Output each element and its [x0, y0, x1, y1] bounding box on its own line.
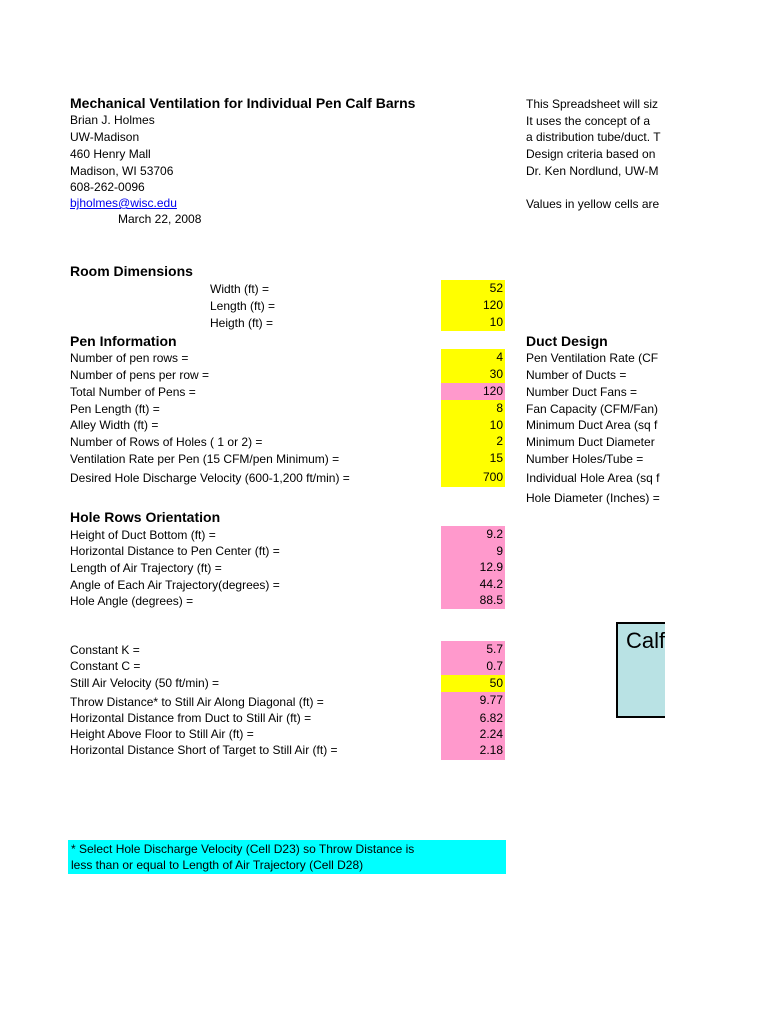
pen-label: Alley Width (ft) =: [70, 418, 159, 432]
hole-label: Length of Air Trajectory (ft) =: [70, 561, 222, 575]
constant-value-cell[interactable]: 5.7: [441, 641, 505, 658]
calf-diagram-box: [616, 622, 665, 718]
note-line-2: less than or equal to Length of Air Trajectory (Cell D28): [71, 858, 364, 872]
duct-design-heading: Duct Design: [526, 333, 608, 349]
pen-value-cell[interactable]: 4: [441, 349, 505, 366]
duct-label: Number of Ducts =: [526, 368, 627, 382]
constant-value-cell[interactable]: 50: [441, 675, 505, 692]
pen-value-cell[interactable]: 700: [441, 467, 505, 487]
calf-diagram-label: Calf: [626, 628, 665, 653]
calf-diagram-clip: [616, 620, 665, 722]
constant-label: Constant C =: [70, 659, 141, 673]
room-label: Heigth (ft) =: [210, 316, 274, 330]
address-line-1: 460 Henry Mall: [70, 147, 151, 161]
room-value-cell[interactable]: 120: [441, 297, 505, 314]
room-dimensions-heading: Room Dimensions: [70, 263, 193, 279]
pen-label: Number of pens per row =: [70, 368, 210, 382]
intro-line: a distribution tube/duct. T: [526, 130, 661, 144]
intro-line: It uses the concept of a: [526, 114, 651, 128]
duct-label: Hole Diameter (Inches) =: [526, 491, 660, 505]
pen-information-heading: Pen Information: [70, 333, 177, 349]
duct-label: Number Duct Fans =: [526, 385, 638, 399]
room-label: Length (ft) =: [210, 299, 276, 313]
intro-line: Values in yellow cells are: [526, 197, 660, 211]
pen-label: Total Number of Pens =: [70, 385, 196, 399]
email-link[interactable]: bjholmes@wisc.edu: [70, 196, 177, 210]
address-line-2: Madison, WI 53706: [70, 164, 174, 178]
pen-value-cell[interactable]: 30: [441, 366, 505, 383]
hole-value-cell[interactable]: 88.5: [441, 592, 505, 609]
duct-label: Fan Capacity (CFM/Fan): [526, 402, 659, 416]
constant-label: Constant K =: [70, 643, 140, 657]
hole-label: Angle of Each Air Trajectory(degrees) =: [70, 578, 280, 592]
pen-value-cell[interactable]: 120: [441, 383, 505, 400]
hole-rows-heading: Hole Rows Orientation: [70, 509, 221, 525]
intro-line: This Spreadsheet will siz: [526, 97, 659, 111]
sheet-title: Mechanical Ventilation for Individual Pen Calf Barns: [70, 95, 416, 111]
constant-label: Still Air Velocity (50 ft/min) =: [70, 676, 220, 690]
pen-value-cell[interactable]: 8: [441, 400, 505, 417]
pen-value-cell[interactable]: 15: [441, 450, 505, 467]
constant-value-cell[interactable]: 9.77: [441, 692, 505, 710]
constant-value-cell[interactable]: 2.18: [441, 742, 505, 760]
note-line-1: * Select Hole Discharge Velocity (Cell D23) so Throw Distance is: [71, 842, 415, 856]
intro-line: Design criteria based on: [526, 147, 656, 161]
date: March 22, 2008: [118, 212, 202, 226]
hole-value-cell[interactable]: 44.2: [441, 576, 505, 593]
constant-value-cell[interactable]: 0.7: [441, 658, 505, 675]
hole-value-cell[interactable]: 12.9: [441, 559, 505, 576]
duct-label: Individual Hole Area (sq f: [526, 471, 660, 485]
duct-label: Minimum Duct Diameter: [526, 435, 655, 449]
pen-label: Pen Length (ft) =: [70, 402, 160, 416]
hole-value-cell[interactable]: 9.2: [441, 526, 505, 543]
constant-label: Horizontal Distance Short of Target to Still Air (ft) =: [70, 743, 338, 757]
duct-label: Number Holes/Tube =: [526, 452, 644, 466]
pen-value-cell[interactable]: 2: [441, 433, 505, 450]
throw-distance-note: [68, 840, 506, 874]
hole-label: Height of Duct Bottom (ft) =: [70, 528, 216, 542]
pen-label: Number of Rows of Holes ( 1 or 2) =: [70, 435, 263, 449]
pen-label: Desired Hole Discharge Velocity (600-1,200 ft/min) =: [70, 471, 350, 485]
organization: UW-Madison: [70, 130, 140, 144]
intro-line: Dr. Ken Nordlund, UW-M: [526, 164, 659, 178]
pen-label: Ventilation Rate per Pen (15 CFM/pen Minimum) =: [70, 452, 340, 466]
author: Brian J. Holmes: [70, 113, 155, 127]
hole-value-cell[interactable]: 9: [441, 543, 505, 560]
duct-label: Pen Ventilation Rate (CF: [526, 351, 659, 365]
room-value-cell[interactable]: 10: [441, 314, 505, 331]
hole-label: Hole Angle (degrees) =: [70, 594, 194, 608]
constant-label: Horizontal Distance from Duct to Still Air (ft) =: [70, 711, 312, 725]
constant-value-cell[interactable]: 2.24: [441, 726, 505, 743]
pen-label: Number of pen rows =: [70, 351, 189, 365]
hole-label: Horizontal Distance to Pen Center (ft) =: [70, 544, 280, 558]
constant-label: Throw Distance* to Still Air Along Diagonal (ft) =: [70, 695, 324, 709]
phone: 608-262-0096: [70, 180, 145, 194]
pen-value-cell[interactable]: 10: [441, 417, 505, 434]
duct-label: Minimum Duct Area (sq f: [526, 418, 658, 432]
right-column: [526, 0, 665, 1024]
room-label: Width (ft) =: [210, 282, 270, 296]
room-value-cell[interactable]: 52: [441, 280, 505, 297]
constant-label: Height Above Floor to Still Air (ft) =: [70, 727, 254, 741]
constant-value-cell[interactable]: 6.82: [441, 710, 505, 727]
